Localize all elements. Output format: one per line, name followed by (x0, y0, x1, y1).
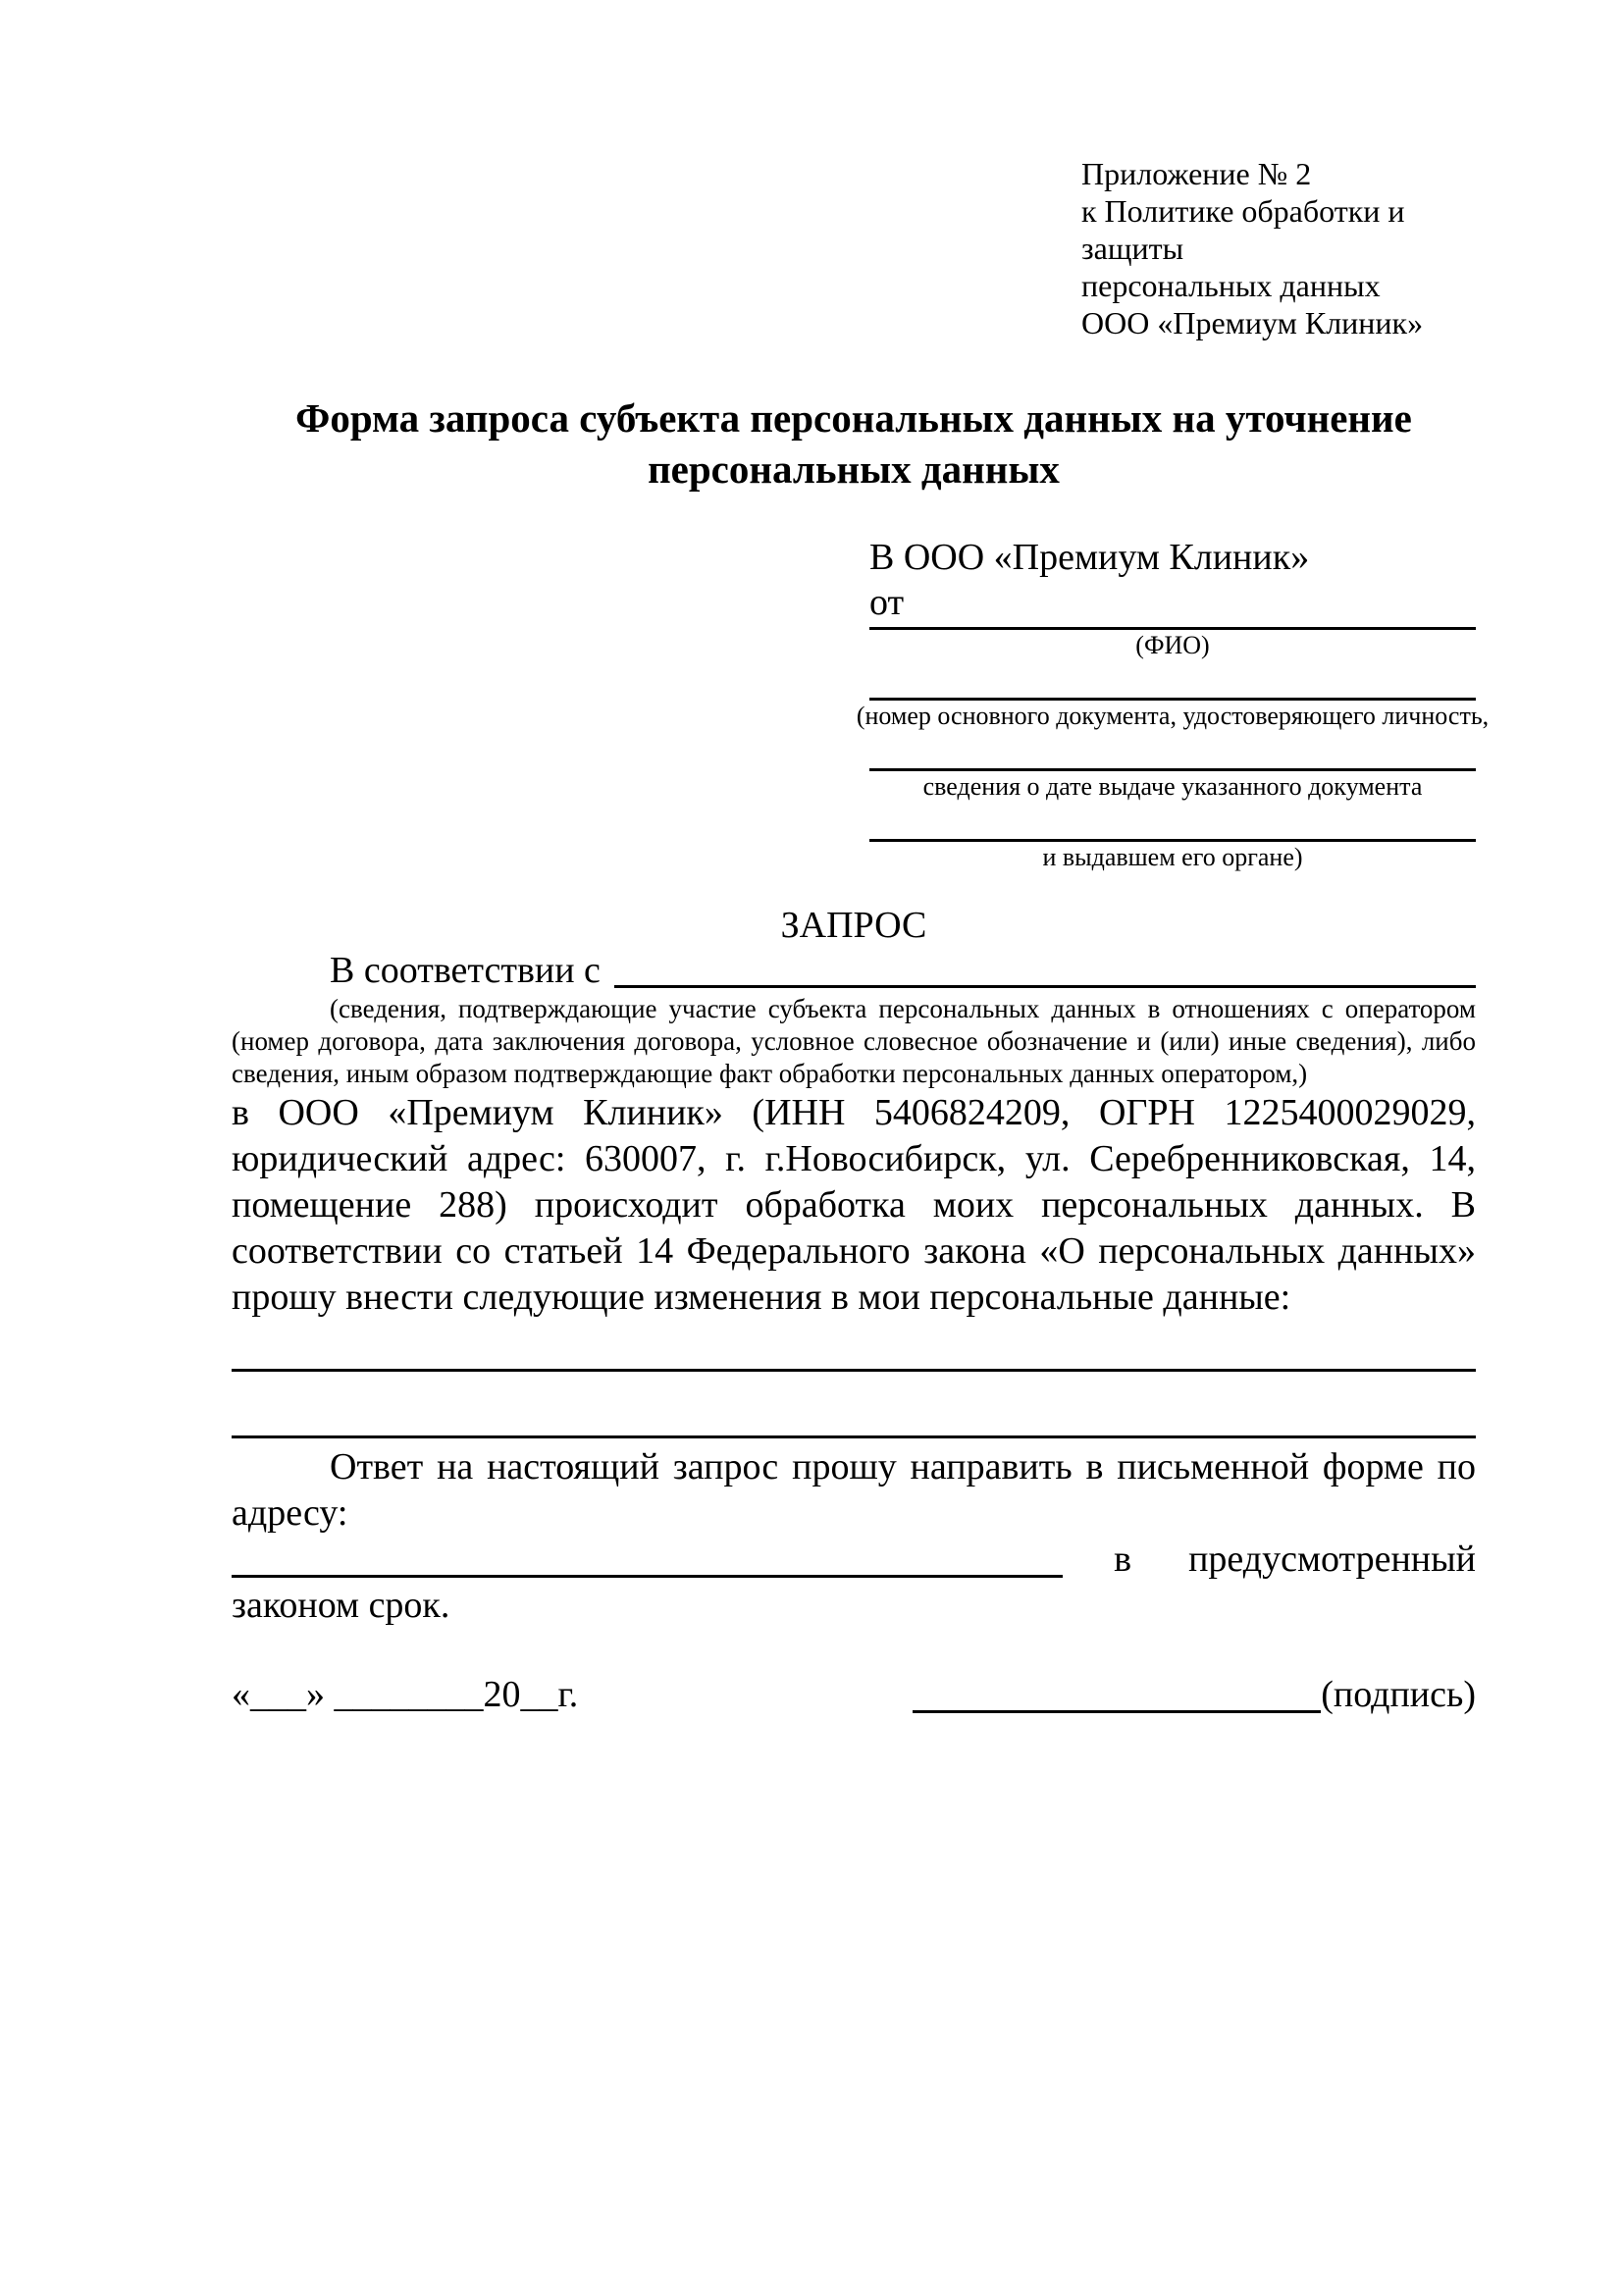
reply-word-predusmotrennyj: предусмотренный (1188, 1539, 1476, 1580)
signature-fill-line[interactable] (913, 1678, 1321, 1713)
request-heading: ЗАПРОС (780, 905, 927, 946)
changes-fill-line-1[interactable] (232, 1321, 1476, 1372)
basis-fill-line[interactable] (614, 953, 1476, 988)
reply-tail: законом срок. (232, 1585, 450, 1626)
annex-line-2: к Политике обработки и защиты (1081, 193, 1405, 266)
identity-document-caption: (номер основного документа, удостоверяющего личность, (856, 702, 1490, 730)
annex-line-3: персональных данных (1081, 268, 1381, 303)
addressee-to: В ООО «Премиум Клиник» (869, 537, 1310, 578)
signature-area (913, 1672, 1476, 1718)
addressee-block (856, 534, 1490, 873)
address-fill-line[interactable] (232, 1542, 1063, 1578)
basis-prefix: В соответствии с (330, 950, 601, 991)
annex-block (1081, 155, 1476, 341)
basis-footnote: (сведения, подтверждающие участие субъекта персональных данных в отношениях с оператором (номер договора, дата заключения договора, условное словесное обозначение и (или) иные сведения), либо сведения, иным образом подтверждающие факт обработки персональных данных оператором,) (232, 994, 1476, 1088)
reply-sentence: Ответ на настоящий запрос прошу направить в письменной форме по адресу: (232, 1446, 1476, 1534)
issuing-authority-caption: и выдавшем его органе) (1042, 843, 1303, 871)
fio-caption: (ФИО) (1135, 631, 1210, 659)
reply-word-v: в (1114, 1539, 1132, 1580)
signature-caption: (подпись) (1321, 1674, 1476, 1715)
reply-address-line (232, 1537, 1476, 1583)
date-signature-row (232, 1672, 1476, 1718)
issue-date-caption: сведения о дате выдаче указанного документа (922, 772, 1423, 801)
issue-date-fill-line[interactable] (869, 732, 1476, 771)
basis-line (232, 948, 1476, 993)
request-body: в ООО «Премиум Клиник» (ИНН 5406824209, ОГРН 1225400029029, юридический адрес: 630007, г. г.Новосибирск, ул. Серебренниковская, 14, помещение 288) происходит обработка моих персональных данных. В соответствии со статьей 14 Федерального закона «О персональных данных» прошу внести следующие изменения в мои персональные данные: (232, 1092, 1476, 1318)
annex-line-4: ООО «Премиум Клиник» (1081, 305, 1424, 340)
annex-line-1: Приложение № 2 (1081, 156, 1312, 191)
identity-document-fill-line[interactable] (869, 661, 1476, 701)
document-content (232, 155, 1490, 1718)
document-title: Форма запроса субъекта персональных данных на уточнение персональных данных (295, 395, 1412, 492)
date-line: «___» ________20__г. (232, 1674, 579, 1715)
issuing-authority-fill-line[interactable] (869, 803, 1476, 842)
changes-fill-line-2[interactable] (232, 1372, 1476, 1438)
addressee-from-label: от (869, 582, 905, 623)
